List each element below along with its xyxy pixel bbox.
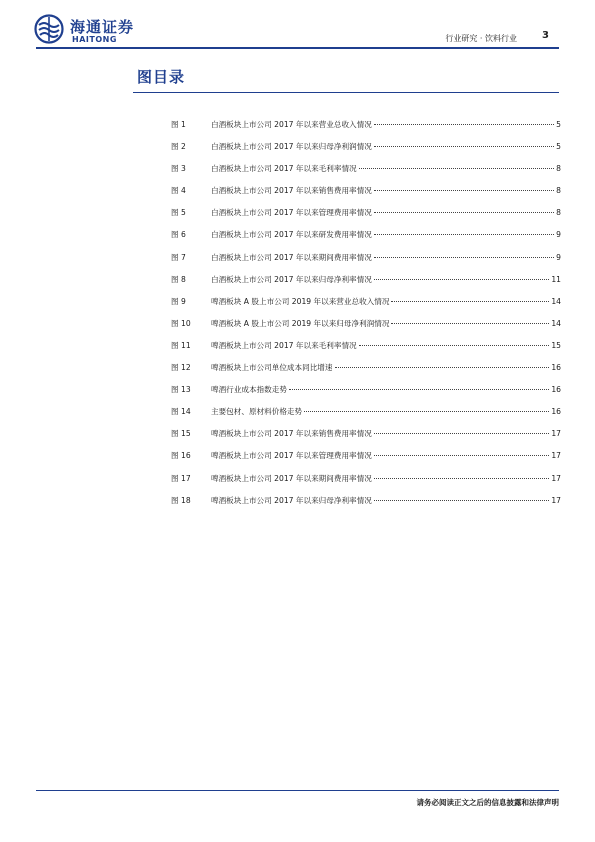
toc-entry-title: 啤酒板块 A 股上市公司 2019 年以来归母净利润情况 <box>211 318 390 328</box>
toc-entry-page: 5 <box>556 142 561 152</box>
toc-entry-title: 白酒板块上市公司 2017 年以来管理费用率情况 <box>211 208 372 218</box>
toc-dot-leader <box>374 212 554 213</box>
toc-dot-leader <box>374 433 549 434</box>
toc-entry-number: 图 12 <box>171 363 191 373</box>
toc-entry[interactable] <box>171 384 561 406</box>
toc-entry-number: 图 17 <box>171 473 191 483</box>
toc-entry-page: 11 <box>551 274 561 284</box>
toc-entry-number: 图 1 <box>171 120 186 129</box>
toc-entry[interactable] <box>171 340 561 362</box>
toc-entry-page: 5 <box>556 120 561 129</box>
toc-title-divider <box>133 92 559 93</box>
toc-entry-number: 图 11 <box>171 340 191 350</box>
toc-entry[interactable] <box>171 495 561 517</box>
toc-entry-page: 14 <box>551 318 561 328</box>
toc-entry-title: 白酒板块上市公司 2017 年以来归母净利润情况 <box>211 142 372 152</box>
toc-entry-title: 啤酒板块上市公司 2017 年以来期间费用率情况 <box>211 473 372 483</box>
toc-dot-leader <box>289 389 549 390</box>
toc-entry[interactable] <box>171 473 561 495</box>
toc-entry-number: 图 4 <box>171 186 186 196</box>
toc-entry-page: 17 <box>551 451 561 461</box>
toc-entry-page: 17 <box>551 473 561 483</box>
toc-entry[interactable] <box>171 252 561 274</box>
toc-entry[interactable] <box>171 406 561 428</box>
toc-entry-page: 17 <box>551 429 561 439</box>
toc-entry-page: 17 <box>551 495 561 505</box>
toc-entry-page: 14 <box>551 296 561 306</box>
toc-entry[interactable] <box>171 119 561 141</box>
toc-dot-leader <box>304 411 549 412</box>
toc-entry[interactable] <box>171 318 561 340</box>
toc-entry-number: 图 18 <box>171 495 191 505</box>
toc-entry-page: 16 <box>551 385 561 395</box>
toc-entry-title: 主要包材、原材料价格走势 <box>211 407 303 417</box>
toc-entry-page: 8 <box>556 208 561 218</box>
toc-entry[interactable] <box>171 185 561 207</box>
toc-entry-title: 白酒板块上市公司 2017 年以来研发费用率情况 <box>211 230 372 240</box>
toc-entry[interactable] <box>171 274 561 296</box>
toc-entry[interactable] <box>171 362 561 384</box>
toc-entry-number: 图 14 <box>171 407 191 417</box>
toc-entry-number: 图 3 <box>171 164 186 174</box>
toc-dot-leader <box>391 323 549 324</box>
logo-chinese-text: 海通证券 <box>70 18 135 36</box>
toc-dot-leader <box>374 146 554 147</box>
toc-entry-page: 16 <box>551 407 561 417</box>
toc-entry-page: 15 <box>551 340 561 350</box>
toc-dot-leader <box>374 279 549 280</box>
toc-entry[interactable] <box>171 450 561 472</box>
toc-entry-number: 图 2 <box>171 142 186 152</box>
figure-list <box>171 119 561 517</box>
haitong-logo <box>34 14 154 48</box>
toc-entry-title: 啤酒板块上市公司 2017 年以来毛利率情况 <box>211 340 357 350</box>
toc-dot-leader <box>374 234 554 235</box>
toc-dot-leader <box>374 124 554 125</box>
footer-disclaimer: 请务必阅读正文之后的信息披露和法律声明 <box>416 798 559 807</box>
page-number: 3 <box>542 30 549 41</box>
toc-entry-number: 图 7 <box>171 252 186 262</box>
toc-dot-leader <box>391 301 549 302</box>
logo-english-text: HAITONG <box>72 35 117 44</box>
toc-entry[interactable] <box>171 163 561 185</box>
toc-entry-page: 9 <box>556 252 561 262</box>
header-divider <box>36 47 559 49</box>
toc-entry[interactable] <box>171 296 561 318</box>
toc-entry-page: 8 <box>556 186 561 196</box>
toc-dot-leader <box>335 367 550 368</box>
toc-dot-leader <box>374 257 554 258</box>
toc-entry-number: 图 13 <box>171 385 191 395</box>
toc-dot-leader <box>359 168 555 169</box>
toc-entry-number: 图 15 <box>171 429 191 439</box>
toc-entry[interactable] <box>171 207 561 229</box>
toc-entry-title: 白酒板块上市公司 2017 年以来期间费用率情况 <box>211 252 372 262</box>
toc-entry-page: 8 <box>556 164 561 174</box>
toc-entry[interactable] <box>171 141 561 163</box>
toc-entry-number: 图 16 <box>171 451 191 461</box>
toc-entry-title: 啤酒板块上市公司 2017 年以来归母净利率情况 <box>211 495 372 505</box>
footer-divider <box>36 790 559 791</box>
haitong-logo-icon <box>34 14 64 44</box>
toc-entry-number: 图 8 <box>171 274 186 284</box>
toc-entry-title: 白酒板块上市公司 2017 年以来销售费用率情况 <box>211 186 372 196</box>
toc-entry[interactable] <box>171 229 561 251</box>
toc-entry-number: 图 5 <box>171 208 186 218</box>
toc-entry-number: 图 9 <box>171 296 186 306</box>
toc-dot-leader <box>374 500 549 501</box>
toc-entry-title: 啤酒板块上市公司单位成本同比增速 <box>211 363 333 373</box>
toc-dot-leader <box>374 190 554 191</box>
toc-entry-page: 16 <box>551 363 561 373</box>
toc-entry-title: 啤酒板块上市公司 2017 年以来销售费用率情况 <box>211 429 372 439</box>
header-section-label: 行业研究 · 饮料行业 <box>445 34 517 43</box>
toc-entry-title: 啤酒板块上市公司 2017 年以来管理费用率情况 <box>211 451 372 461</box>
toc-dot-leader <box>374 455 549 456</box>
toc-dot-leader <box>374 478 549 479</box>
toc-entry-title: 啤酒板块 A 股上市公司 2019 年以来营业总收入情况 <box>211 296 390 306</box>
toc-dot-leader <box>359 345 550 346</box>
toc-title: 图目录 <box>137 68 186 86</box>
toc-entry[interactable] <box>171 428 561 450</box>
toc-entry-title: 白酒板块上市公司 2017 年以来毛利率情况 <box>211 164 357 174</box>
toc-entry-number: 图 10 <box>171 318 191 328</box>
toc-entry-number: 图 6 <box>171 230 186 240</box>
toc-entry-title: 白酒板块上市公司 2017 年以来营业总收入情况 <box>211 120 372 129</box>
toc-entry-title: 啤酒行业成本指数走势 <box>211 385 287 395</box>
toc-entry-page: 9 <box>556 230 561 240</box>
toc-entry-title: 白酒板块上市公司 2017 年以来归母净利率情况 <box>211 274 372 284</box>
